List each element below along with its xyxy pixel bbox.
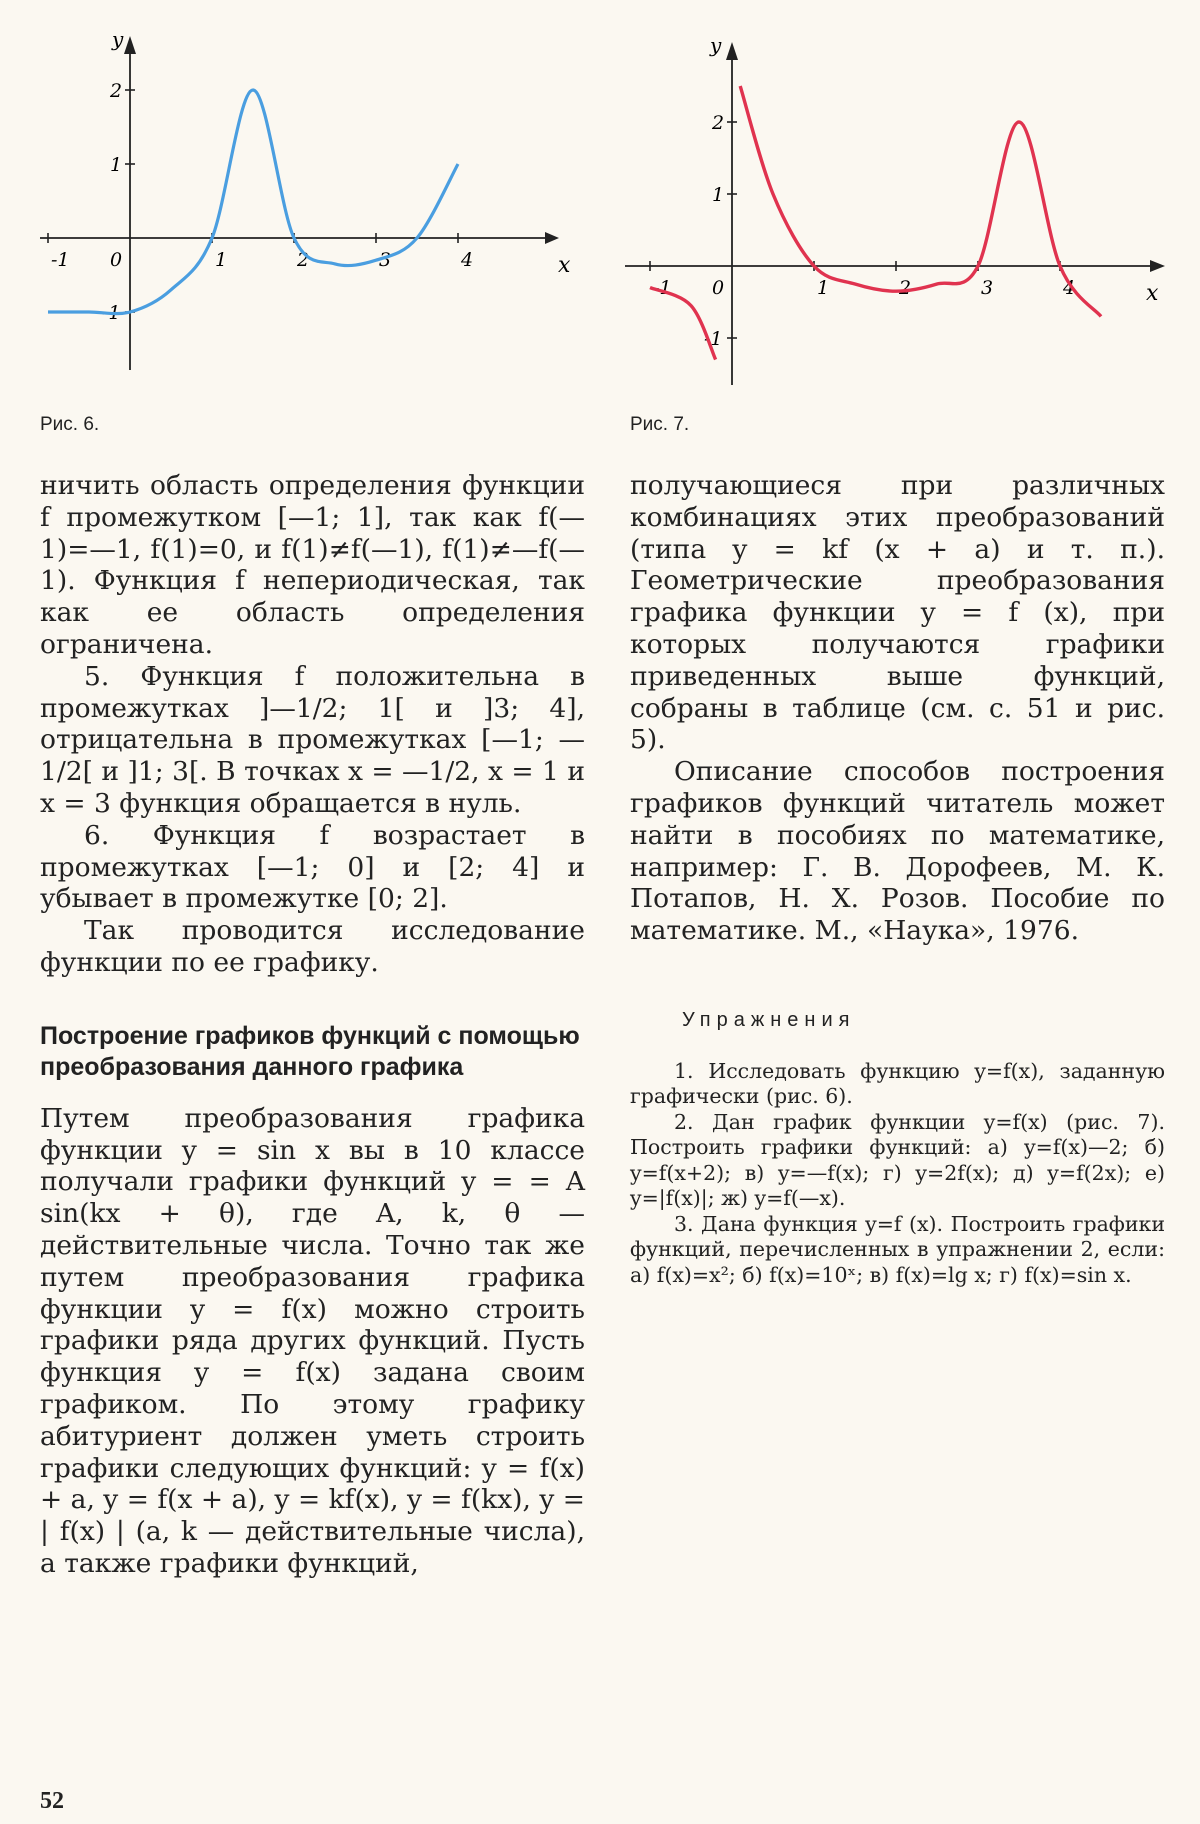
x-tick-label: -1 bbox=[51, 249, 70, 271]
function-curve bbox=[48, 90, 458, 314]
y-axis-label: y bbox=[112, 27, 124, 51]
tick-labels bbox=[653, 112, 1075, 350]
exercise-item: 2. Дан график функции y=f(x) (рис. 7). Построить графики функций: а) y=f(x)—2; б) y=f(x+2); в) y=—f(x); г) y=2f(x); д) y=f(2x); е) y=|f(x)|; ж) y=f(—x). bbox=[630, 1109, 1165, 1211]
tick-marks bbox=[650, 122, 1060, 338]
paragraph: 6. Функция f возрастает в промежутках [—1; 0] и [2; 4] и убывает в промежутке [0; 2]. bbox=[40, 819, 585, 915]
figure-6-caption: Рис. 6. bbox=[40, 414, 100, 435]
x-tick-label: 0 bbox=[110, 249, 123, 271]
x-tick-label: 1 bbox=[817, 277, 830, 299]
y-axis-label: y bbox=[710, 33, 722, 57]
paragraph: Путем преобразования графика функции y = sin x вы в 10 классе получали графики функций y = = A sin(kx + θ), где A, k, θ — действительные числа. Точно так же путем преобразования графика функции y = f(x) можно строить графики ряда других функций. Пусть функция y = f(x) задана своим графиком. По этому графику абитуриент должен уметь строить графики следующих функций: y = f(x) + a, y = f(x + a), y = kf(x), y = f(kx), y = | f(x) | (a, k — действительные числа), а также графики функций, bbox=[40, 1102, 585, 1579]
exercise-item: 1. Исследовать функцию y=f(x), заданную графически (рис. 6). bbox=[630, 1058, 1165, 1109]
figure-6-plot bbox=[40, 20, 580, 400]
y-tick-label: 1 bbox=[712, 184, 725, 206]
x-tick-label: 4 bbox=[1063, 277, 1076, 299]
paragraph: получающиеся при различных комбинациях этих преобразований (типа y = kf (x + a) и т. п.). Геометрические преобразования графика функции y = f (x), при которых получаются графики приведенных выше функций, собраны в таблице (см. с. 51 и рис. 5). bbox=[630, 470, 1165, 756]
figure-7-caption: Рис. 7. bbox=[630, 414, 690, 435]
x-axis-label: x bbox=[558, 253, 571, 278]
x-axis-arrow bbox=[545, 232, 559, 244]
paragraph: Описание способов построения графиков функций читатель может найти в пособиях по математике, например: Г. В. Дорофеев, М. К. Потапов, Н. Х. Розов. Пособие по математике. М., «Наука», 1976. bbox=[630, 756, 1165, 947]
page-number: 52 bbox=[40, 1788, 64, 1814]
x-axis-arrow bbox=[1150, 260, 1165, 272]
tick-labels bbox=[51, 80, 473, 324]
paragraph: 5. Функция f положительна в промежутках ]—1/2; 1[ и ]3; 4], отрицательна в промежутках [—1; —1/2[ и ]1; 3[. В точках x = —1/2, x = 1 и x = 3 функция обращается в нуль. bbox=[40, 660, 585, 819]
left-text-column bbox=[40, 470, 585, 1580]
x-tick-label: 2 bbox=[297, 249, 310, 271]
y-tick-label: 2 bbox=[712, 112, 725, 134]
tick-marks bbox=[48, 90, 458, 312]
y-tick-label: 2 bbox=[110, 80, 123, 102]
y-tick-label: 1 bbox=[110, 154, 123, 176]
figure-7-plot bbox=[620, 20, 1180, 400]
x-tick-label: 1 bbox=[215, 249, 228, 271]
x-axis-label: x bbox=[1146, 281, 1159, 306]
y-tick-label: -1 bbox=[704, 328, 723, 350]
figure-6 bbox=[40, 20, 580, 400]
x-tick-label: -1 bbox=[653, 277, 672, 299]
x-tick-label: 3 bbox=[379, 249, 392, 271]
paragraph: ничить область определения функции f промежутком [—1; 1], так как f(—1)=—1, f(1)=0, и f(1)≠f(—1), f(1)≠—f(—1). Функция f непериодическая, так как ее область определения ограничена. bbox=[40, 470, 585, 660]
y-axis-arrow bbox=[726, 42, 738, 60]
right-text-column bbox=[630, 470, 1165, 1288]
exercises-heading: Упражнения bbox=[682, 1008, 856, 1031]
paragraph: Так проводится исследование функции по ее графику. bbox=[40, 915, 585, 978]
x-tick-label: 4 bbox=[461, 249, 474, 271]
figure-7 bbox=[620, 20, 1180, 400]
y-tick-label: -1 bbox=[102, 302, 121, 324]
exercise-item: 3. Дана функция y=f (x). Построить графики функций, перечисленных в упражнении 2, если: а) f(x)=x²; б) f(x)=10ˣ; в) f(x)=lg x; г) f(x)=sin x. bbox=[630, 1211, 1165, 1287]
function-curve-branch bbox=[740, 86, 1101, 316]
section-title: Построение графиков функций с помощью преобразования данного графика bbox=[40, 1021, 580, 1081]
y-axis-arrow bbox=[124, 36, 136, 54]
x-tick-label: 2 bbox=[899, 277, 912, 299]
x-tick-label: 0 bbox=[712, 277, 725, 299]
x-tick-label: 3 bbox=[981, 277, 994, 299]
